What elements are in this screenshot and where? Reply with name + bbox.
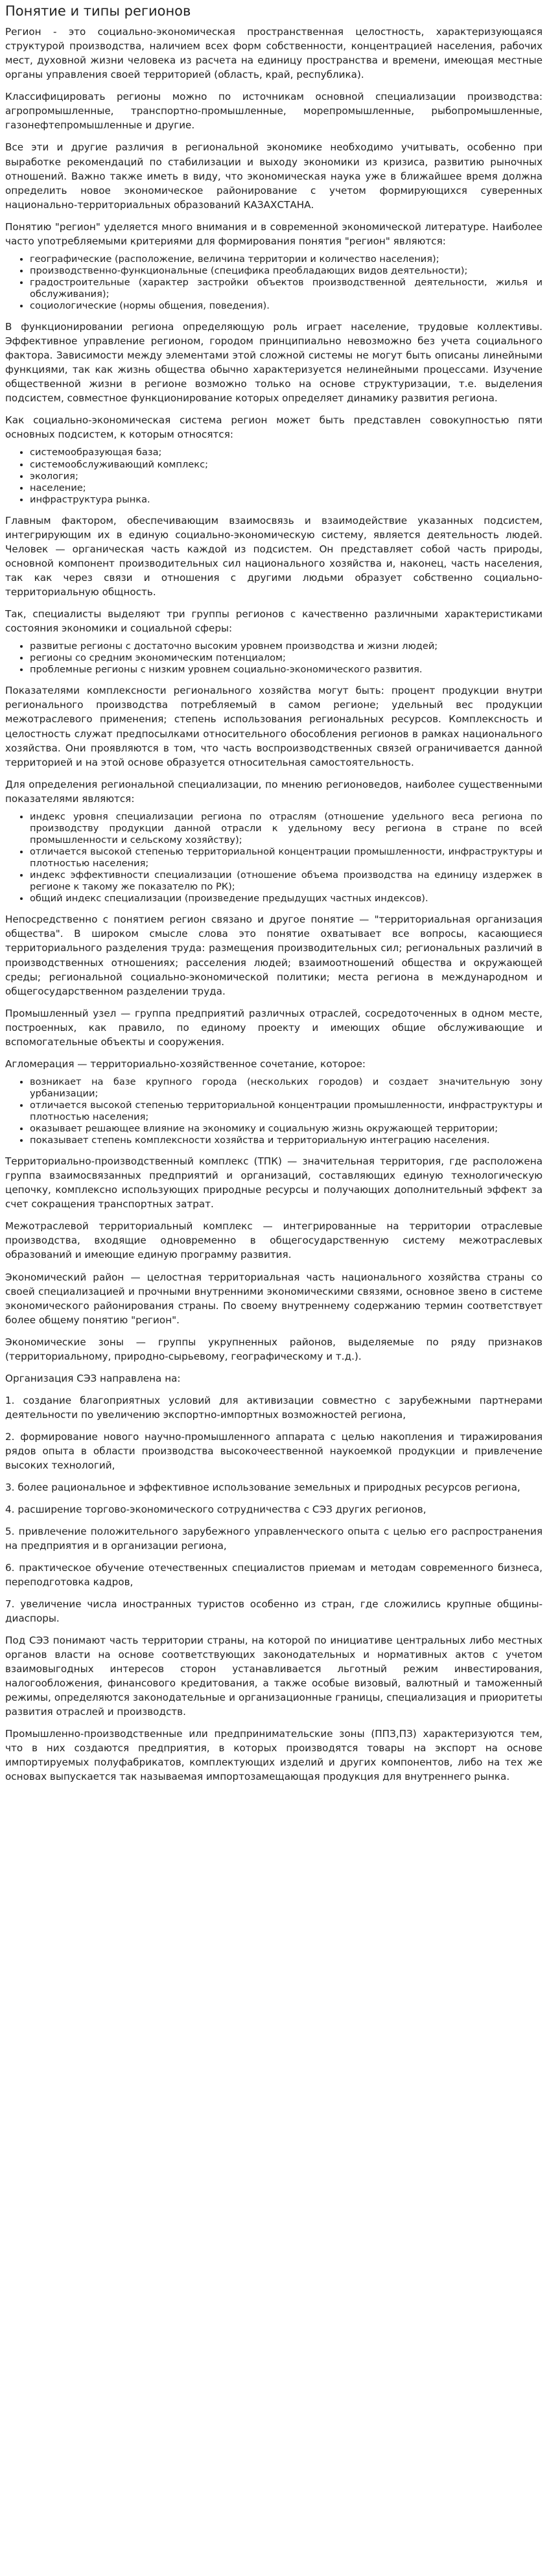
bullet-list: [5, 447, 543, 505]
paragraph: Непосредственно с понятием регион связано и другое понятие — "территориальная организация общества". В широком смысле слова это понятие охватывает все вопросы, касающиеся территориального разделения труда: размещения производительных сил; региональных различий в производственных отношениях; расселения людей; взаимоотношений общества и окружающей среды; региональной социально-экономической политики; места региона в международном и общегосударственном разделении труда.: [5, 914, 543, 997]
paragraph: Экономические зоны — группы укрупненных районов, выделяемые по ряду признаков (территориальному, природно-сырьевому, географическому и т.д.).: [5, 1336, 543, 1362]
numbered-paragraph: 5. привлечение положительного зарубежного управленческого опыта с целью его распространения на предприятия и в организации региона,: [5, 1525, 543, 1552]
list-item: • развитые регионы с достаточно высоким уровнем производства и жизни людей;: [30, 641, 543, 652]
paragraph: Межотраслевой территориальный комплекс — интегрированные на территории отраслевые производства, входящие одновременно в общегосударственную систему межотраслевых образований и имеющие единую программу развития.: [5, 1220, 543, 1261]
paragraph: Все эти и другие различия в региональной экономике необходимо учитывать, особенно при выработке рекомендаций по стабилизации и выходу экономики из кризиса, развитию рыночных отношений. Важно также иметь в виду, что экономическая наука уже в ближайшее время должна определить новое экономическое районирование с учетом формирующихся суверенных национально-территориальных образований КАЗАХСТАНА.: [5, 141, 543, 211]
list-item: • проблемные регионы с низким уровнем социально-экономического развития.: [30, 664, 543, 676]
list-item: • производственно-функциональные (специфика преобладающих видов деятельности);: [30, 265, 543, 277]
bullet-list: [5, 1076, 543, 1147]
list-item: • индекс уровня специализации региона по отраслям (отношение удельного веса региона по производству продукции данной отрасли к удельному весу региона в стране по всей промышленности и сельскому хозяйству);: [30, 811, 543, 846]
list-item: • инфраструктура рынка.: [30, 494, 543, 506]
numbered-paragraph: 6. практическое обучение отечественных специалистов приемам и методам современного бизнеса, переподготовка кадров,: [5, 1562, 543, 1589]
article-body: [5, 25, 543, 1784]
list-item: • население;: [30, 482, 543, 494]
paragraph: Понятию "регион" уделяется много внимания и в современной экономической литературе. Наиболее часто употребляемыми критериями для формирования понятия "регион" являются:: [5, 220, 543, 247]
list-item: • экология;: [30, 471, 543, 482]
paragraph: Главным фактором, обеспечивающим взаимосвязь и взаимодействие указанных подсистем, интегрирующим их в единую социально-экономическую систему, является деятельность людей. Человек — органическая часть каждой из подсистем. Он представляет собой часть природы, основной компонент производительных сил национального хозяйства и, наконец, часть населения, так как через связи и отношения с другими людьми образует собственно социально-территориальную общность.: [5, 514, 543, 598]
list-item: • отличается высокой степенью территориальной концентрации промышленности, инфраструктуры и плотностью населения;: [30, 846, 543, 869]
paragraph: Как социально-экономическая система регион может быть представлен совокупностью пяти основных подсистем, к которым относятся:: [5, 414, 543, 441]
page-title: Понятие и типы регионов: [5, 3, 191, 19]
paragraph: Экономический район — целостная территориальная часть национального хозяйства страны со своей специализацией и прочными внутренними экономическими связями, основное звено в системе экономического районирования страны. По своему внутреннему содержанию термин соответствует более общему понятию "регион".: [5, 1271, 543, 1326]
paragraph: Промышленно-производственные или предпринимательские зоны (ППЗ,ПЗ) характеризуются тем, что в них создаются предприятия, в которых производятся товары на экспорт на основе импортируемых полуфабрикатов, комплектующих изделий и других компонентов, либо на тех же основах выпускается так называемая импортозамещающая продукция для внутреннего рынка.: [5, 1728, 543, 1783]
numbered-paragraph: 3. более рациональное и эффективное использование земельных и природных ресурсов региона,: [5, 1481, 520, 1493]
bullet-list: [5, 641, 543, 676]
list-item: • регионы со средним экономическим потенциалом;: [30, 652, 543, 664]
paragraph: Под СЭЗ понимают часть территории страны, на которой по инициативе центральных либо местных органов власти на основе соответствующих законодательных и нормативных актов с учетом взаимовыгодных интересов сторон устанавливается льготный режим инвестирования, налогообложения, финансового кредитования, а также особые визовый, валютный и таможенный режимы, определяются законодательные и организационные границы, специализация и приоритеты развития отраслей и производств.: [5, 1635, 543, 1718]
list-item: • системообслуживающий комплекс;: [30, 459, 543, 471]
list-item: • общий индекс специализации (произведение предыдущих частных индексов).: [30, 893, 543, 904]
paragraph: Регион - это социально-экономическая пространственная целостность, характеризующаяся структурой производства, наличием всех форм собственности, концентрацией населения, рабочих мест, духовной жизни человека из расчета на единицу пространства и времени, имеющая местные органы управления своей территорией (область, край, республика).: [5, 26, 543, 81]
list-item: • показывает степень комплексности хозяйства и территориальную интеграцию населения.: [30, 1135, 543, 1146]
numbered-paragraph: 2. формирование нового научно-промышленного аппарата с целью накопления и тиражирования рядов опыта в области производства высокочеественной наукоемкой продукции и привлечение высоких технологий,: [5, 1430, 543, 1471]
paragraph: Территориально-производственный комплекс (ТПК) — значительная территория, где расположена группа взаимосвязанных предприятий и организаций, составляющих единую технологическую цепочку, комплексно использующих природные ресурсы и получающих дополнительный эффект за счет сокращения транспортных затрат.: [5, 1155, 543, 1211]
paragraph: Агломерация — территориально-хозяйственное сочетание, которое:: [5, 1058, 366, 1070]
paragraph: В функционировании региона определяющую роль играет население, трудовые коллективы. Эффективное управление регионом, городом принципиально невозможно без учета социального фактора. Зависимости между элементами этой сложной системы не могут быть описаны линейными функциями, так как жизнь общества обычно характеризуется нелинейными процессами. Изучение общественной жизни в регионе возможно только на основе структуризации, т.е. выделения подсистем, совместное функционирование которых определяет динамику развития региона.: [5, 321, 543, 405]
paragraph: Классифицировать регионы можно по источникам основной специализации производства: агропромышленные, транспортно-промышленные, морепромышленные, рыбопромышленные, газонефтепромышленные и другие.: [5, 91, 543, 132]
list-item: • географические (расположение, величина территории и количество населения);: [30, 254, 543, 265]
bullet-list: [5, 811, 543, 905]
list-item: • возникает на базе крупного города (нескольких городов) и создает значительную зону урбанизации;: [30, 1076, 543, 1100]
numbered-paragraph: 1. создание благоприятных условий для активизации совместно с зарубежными партнерами деятельности по увеличению экспортно-импортных возможностей региона,: [5, 1394, 543, 1421]
paragraph: Промышленный узел — группа предприятий различных отраслей, сосредоточенных в одном месте, построенных, как правило, по единому проекту и имеющих общие обслуживающие и вспомогательные объекты и сооружения.: [5, 1007, 543, 1048]
list-item: • социологические (нормы общения, поведения).: [30, 300, 543, 312]
paragraph: Показателями комплексности регионального хозяйства могут быть: процент продукции внутри регионального производства потребляемый в самом регионе; удельный вес продукции межотраслевого применения; степень использования региональных ресурсов. Комплексность и целостность служат предпосылками относительного обособления регионов в рамках национального хозяйства. Они проявляются в том, что часть воспроизводственных связей ограничивается данной территорией и на этой основе образуется относительная самостоятельность.: [5, 685, 543, 768]
paragraph: Организация СЭЗ направлена на:: [5, 1372, 181, 1384]
list-item: • отличается высокой степенью территориальной концентрации промышленности, инфраструктуры и плотностью населения;: [30, 1100, 543, 1123]
list-item: • градостроительные (характер застройки объектов производственной деятельности, жилья и обслуживания);: [30, 277, 543, 300]
list-item: • системообразующая база;: [30, 447, 543, 458]
list-item: • индекс эффективности специализации (отношение объема производства на единицу издержек в регионе к такому же показателю по РК);: [30, 869, 543, 893]
list-item: • оказывает решающее влияние на экономику и социальную жизнь окружающей территории;: [30, 1123, 543, 1135]
paragraph: Для определения региональной специализации, по мнению регионоведов, наиболее существенными показателями являются:: [5, 778, 543, 805]
paragraph: Так, специалисты выделяют три группы регионов с качественно различными характеристиками состояния экономики и социальной сферы:: [5, 608, 543, 635]
numbered-paragraph: 4. расширение торгово-экономического сотрудничества с СЭЗ других регионов,: [5, 1503, 426, 1515]
bullet-list: [5, 254, 543, 312]
numbered-paragraph: 7. увеличение числа иностранных туристов особенно из стран, где сложились крупные общины-диаспоры.: [5, 1598, 543, 1625]
